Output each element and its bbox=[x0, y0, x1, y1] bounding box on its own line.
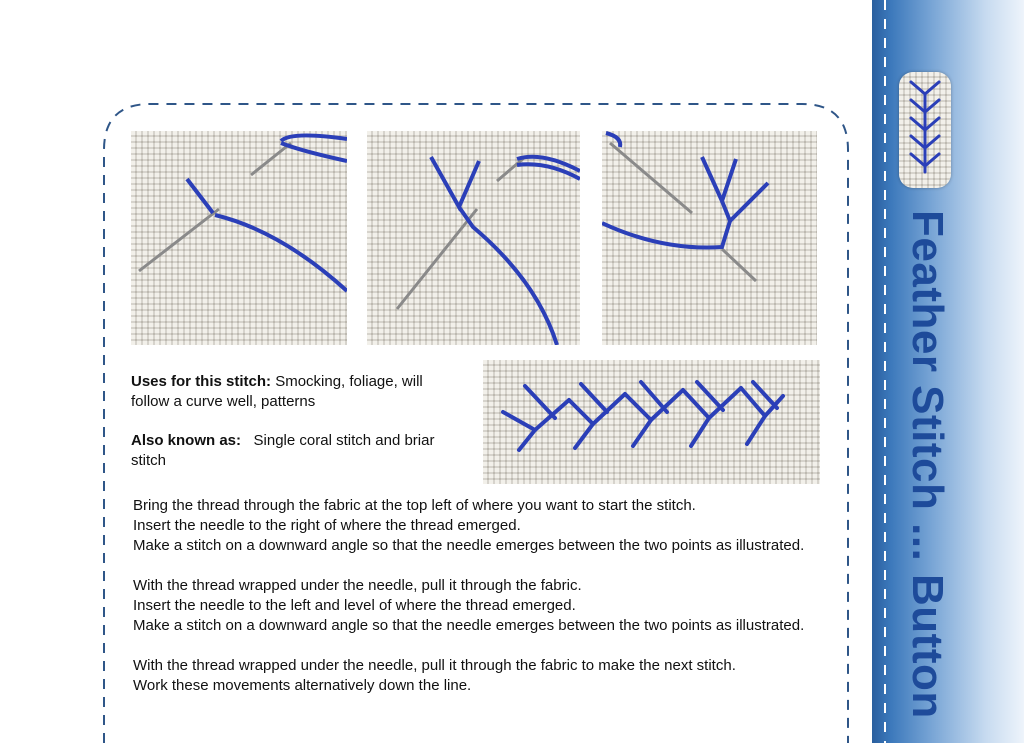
instruction-paragraph-3 bbox=[133, 656, 823, 696]
step-photo-2 bbox=[367, 131, 580, 345]
aka-text bbox=[131, 431, 461, 471]
uses-value: Smocking, foliage, will follow a curve well, patterns bbox=[131, 373, 423, 410]
uses-text bbox=[131, 372, 461, 412]
step-photo-3 bbox=[602, 131, 817, 345]
instruction-paragraph-1 bbox=[133, 496, 823, 556]
sidebar-title bbox=[895, 210, 955, 750]
aka-label: Also known as: bbox=[131, 432, 242, 449]
instruction-line: Insert the needle to the left and level of where the thread emerged. bbox=[133, 597, 576, 614]
instruction-line: Work these movements alternatively down the line. bbox=[133, 677, 472, 694]
instruction-line: Make a stitch on a downward angle so that the needle emerges between the two points as illustrated. bbox=[133, 617, 805, 634]
instruction-line: Bring the thread through the fabric at the top left of where you want to start the stitch. bbox=[133, 497, 696, 514]
sidebar-title-text: Feather Stitch ... Button bbox=[903, 210, 952, 719]
sidebar-dashed-line bbox=[884, 0, 886, 743]
stitch-thumbnail bbox=[899, 72, 951, 188]
instruction-line: Make a stitch on a downward angle so that the needle emerges between the two points as illustrated. bbox=[133, 537, 805, 554]
instruction-line: With the thread wrapped under the needle, pull it through the fabric to make the next stitch. bbox=[133, 657, 736, 674]
step-photo-1 bbox=[131, 131, 347, 345]
finished-stitch-photo bbox=[483, 360, 820, 484]
instruction-paragraph-2 bbox=[133, 576, 823, 636]
uses-label: Uses for this stitch: bbox=[131, 373, 272, 390]
instructions bbox=[133, 496, 823, 716]
instruction-line: Insert the needle to the right of where the thread emerged. bbox=[133, 517, 521, 534]
instruction-line: With the thread wrapped under the needle, pull it through the fabric. bbox=[133, 577, 582, 594]
aka-value: Single coral stitch and briar stitch bbox=[131, 432, 439, 469]
